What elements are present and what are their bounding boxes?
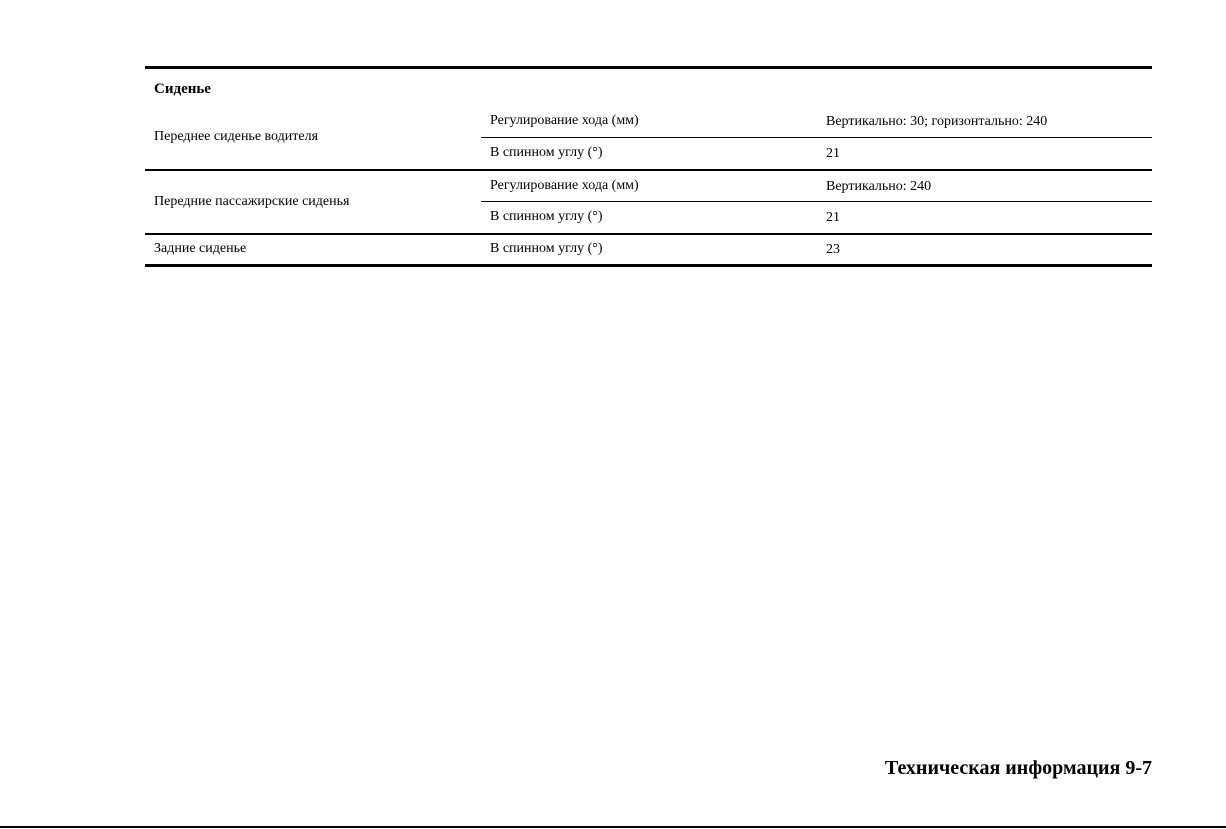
table-title-row [145, 68, 1152, 106]
parameter-cell: Регулирование хода (мм) [481, 170, 817, 202]
value-cell: 21 [817, 202, 1152, 234]
table-row [145, 170, 1152, 202]
page-footer-section-title: Техническая информация 9-7 [884, 757, 1152, 779]
table-title: Сиденье [154, 81, 211, 97]
parameter-cell: В спинном углу (°) [490, 241, 603, 257]
group-label-front-passenger-seats: Передние пассажирские сиденья [145, 170, 481, 234]
value-cell: Вертикально: 240 [817, 170, 1152, 202]
group-label-rear-seat: Задние сиденье [154, 241, 247, 257]
seat-spec-table [145, 66, 1152, 267]
table-row [145, 106, 1152, 138]
table-row [145, 234, 1152, 266]
group-label-driver-seat: Переднее сиденье водителя [145, 106, 481, 170]
parameter-cell: Регулирование хода (мм) [481, 106, 817, 138]
value-cell: 23 [826, 242, 840, 258]
value-cell: 21 [817, 138, 1152, 170]
parameter-cell: В спинном углу (°) [481, 202, 817, 234]
value-cell: Вертикально: 30; горизонтально: 240 [817, 106, 1152, 138]
parameter-cell: В спинном углу (°) [481, 138, 817, 170]
page-bottom-divider [0, 826, 1226, 828]
